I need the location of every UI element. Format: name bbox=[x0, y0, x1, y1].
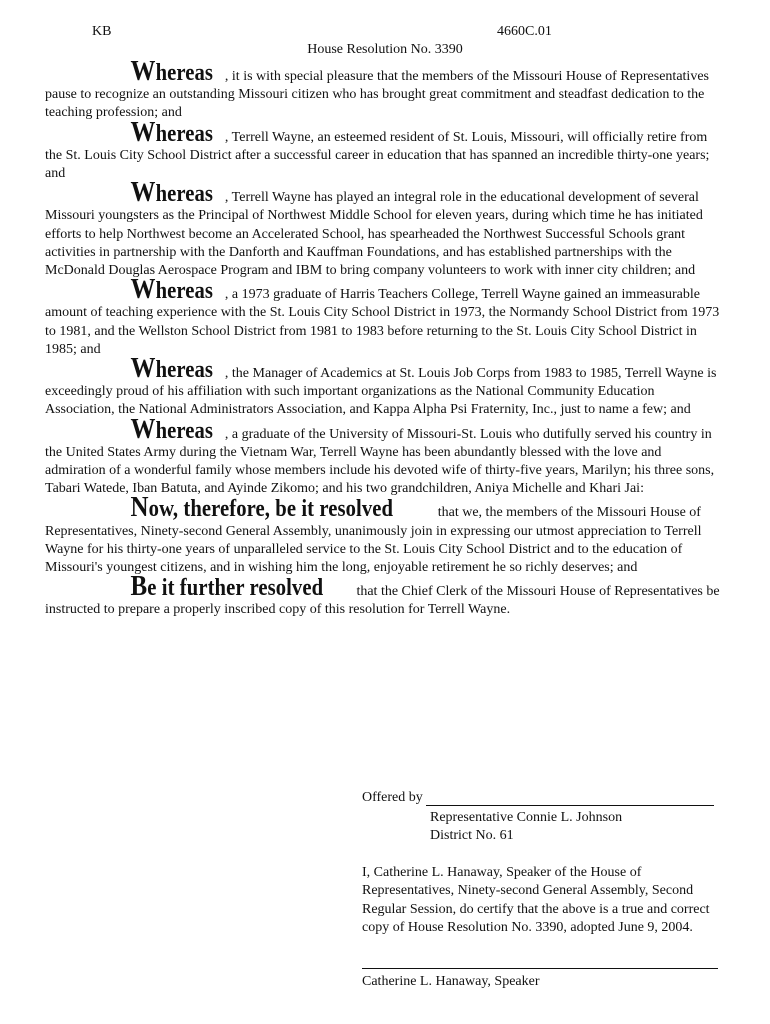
paragraph-lead: Now, therefore, be it resolved bbox=[130, 491, 394, 524]
lead-initial-letter: W bbox=[130, 115, 156, 148]
paragraph-lead: Be it further resolved bbox=[130, 570, 324, 603]
paragraph-text: , the Manager of Academics at St. Louis Job Corps from 1983 to 1985, Terrell Wayne is exceedingly proud of his affiliation with such important organizations as the National Community Education Association, the National Administrators Association, and Kappa Alpha Psi Fraternity, Inc., just to name a few; and bbox=[45, 366, 717, 418]
paragraph-whereas-2 bbox=[45, 115, 721, 184]
paragraph-lead: Whereas bbox=[130, 115, 214, 148]
lead-initial-letter: W bbox=[130, 412, 156, 445]
paragraph-whereas-1 bbox=[45, 55, 721, 123]
offered-by-signature-line bbox=[426, 792, 714, 806]
paragraph-lead: Whereas bbox=[130, 55, 214, 87]
paragraph-text: , a graduate of the University of Missouri-St. Louis who dutifully served his country in the United States Army during the Vietnam War, Terrell Wayne has been abundantly blessed with the love and admiration of a wonderful family whose members include his devoted wife of thirty-five years, Marilyn; his three sons, Tabari Watede, Iban Batuta, and Ayinde Zikomo; and his two grandchildren, Aniya Michelle and Khari Jai: bbox=[45, 426, 715, 497]
lead-initial-letter: W bbox=[130, 55, 156, 87]
header-initials: KB bbox=[92, 24, 112, 39]
paragraph-lead: Whereas bbox=[130, 273, 214, 306]
paragraph-whereas-6 bbox=[45, 412, 721, 499]
paragraph-whereas-3 bbox=[45, 176, 721, 280]
paragraph-lead: Whereas bbox=[130, 176, 214, 209]
paragraph-whereas-5 bbox=[45, 352, 721, 420]
offered-by bbox=[362, 790, 714, 806]
lead-initial-letter: B bbox=[130, 570, 148, 603]
paragraph-text: , it is with special pleasure that the members of the Missouri House of Representatives pause to recognize an outstanding Missouri citizen who has brought great commitment and steadfast dedication to the teaching profession; and bbox=[45, 69, 709, 121]
resolution-body bbox=[45, 55, 721, 620]
sponsor-block bbox=[430, 809, 622, 845]
paragraph-whereas-4 bbox=[45, 273, 721, 359]
paragraph-lead: Whereas bbox=[130, 352, 214, 385]
sponsor-name: Representative Connie L. Johnson bbox=[430, 810, 623, 825]
speaker-signature-line bbox=[362, 968, 718, 969]
paragraph-text: that we, the members of the Missouri House of Representatives, Ninety-second General Assembly, unanimously join in expressing our utmost appreciation to Terrell Wayne for his thirty-one years of unparalleled service to the St. Louis City School District and to the education of Missouri's youngest citizens, and in wishing him the long, enjoyable retirement he so richly deserves; and bbox=[45, 505, 702, 576]
paragraph-text: that the Chief Clerk of the Missouri House of Representatives be instructed to prepare a properly inscribed copy of this resolution for Terrell Wayne. bbox=[45, 584, 720, 618]
lead-initial-letter: W bbox=[130, 352, 156, 385]
header-document-code: 4660C.01 bbox=[497, 24, 552, 39]
paragraph-further-resolved bbox=[45, 570, 721, 619]
certification-text: I, Catherine L. Hanaway, Speaker of the House of Representatives, Ninety-second General Assembly, Second Regular Session, do certify that the above is a true and correct copy of House Resolution No. 3390, adopted June 9, 2004. bbox=[362, 865, 710, 935]
lead-initial-letter: N bbox=[130, 491, 149, 524]
speaker-name: Catherine L. Hanaway, Speaker bbox=[362, 974, 540, 989]
paragraph-lead: Whereas bbox=[130, 412, 214, 445]
sponsor-district: District No. 61 bbox=[430, 828, 514, 844]
lead-initial-letter: W bbox=[130, 273, 156, 306]
paragraph-text: , a 1973 graduate of Harris Teachers College, Terrell Wayne gained an immeasurable amount of teaching experience with the St. Louis City School District in 1973, the Normandy School District from 1973 to 1981, and the Wellston School District from 1981 to 1983 before returning to the St. Louis City School District in 1985; and bbox=[45, 287, 720, 357]
lead-initial-letter: W bbox=[130, 176, 156, 209]
paragraph-text: , Terrell Wayne, an esteemed resident of St. Louis, Missouri, will officially retire from the St. Louis City School District after a successful career in education that has spanned an incredible thirty-one years; and bbox=[45, 129, 710, 182]
paragraph-text: , Terrell Wayne has played an integral role in the educational development of several Missouri youngsters as the Principal of Northwest Middle School for eleven years, during which time he has initiated efforts to help Northwest become an Accelerated School, has spearheaded the Northwest Successful Schools grant activities in partnership with the Danforth and Kauffman Foundations, and has established partnerships with the McDonald Douglas Aerospace Program and IBM to bring company volunteers to work with inner city children; and bbox=[45, 190, 703, 279]
resolution-title: House Resolution No. 3390 bbox=[307, 42, 463, 57]
paragraph-resolved bbox=[45, 491, 721, 577]
offered-by-label: Offered by bbox=[362, 790, 423, 805]
